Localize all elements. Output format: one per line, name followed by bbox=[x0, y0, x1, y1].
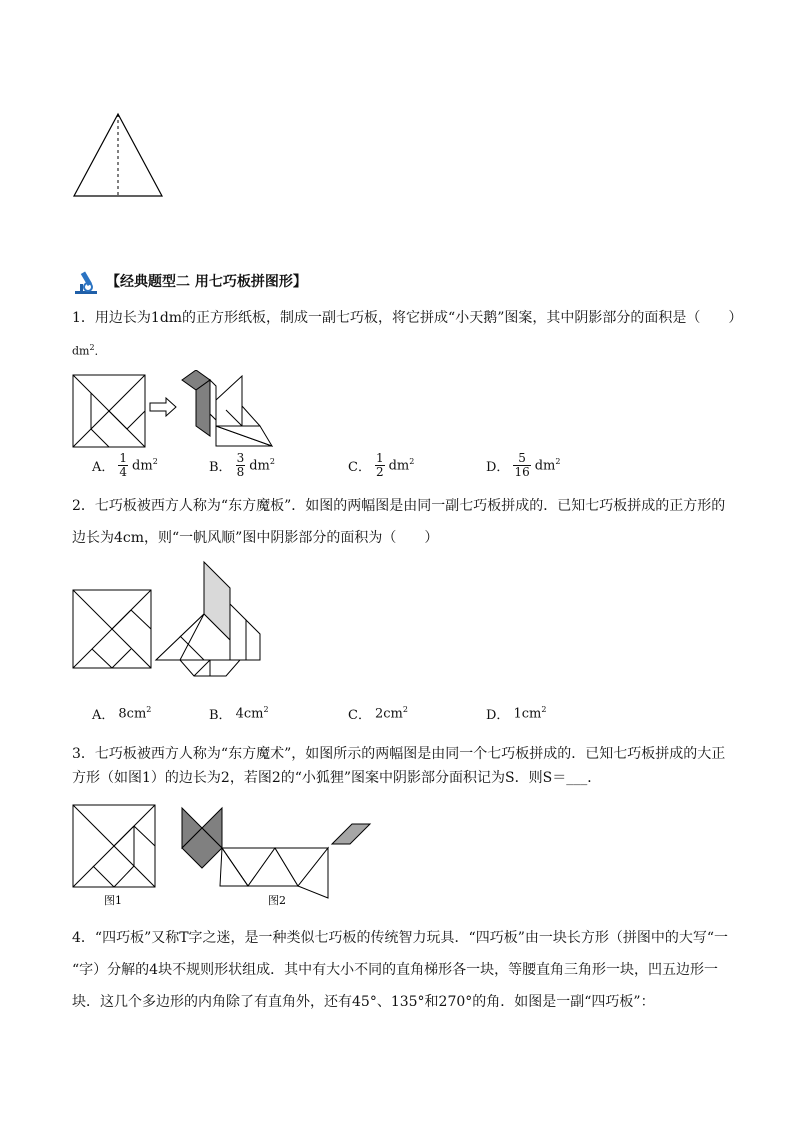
q1-line2: $dm^2$． bbox=[72, 343, 106, 358]
fig2-caption: 图2 bbox=[268, 894, 286, 907]
isosceles-triangle-figure bbox=[70, 110, 166, 200]
fig1-caption: 图1 bbox=[104, 894, 122, 907]
q4-line2: “字）分解的4块不规则形状组成．其中有大小不同的直角梯形各一块，等腰直角三角形一块，凹五边形一 bbox=[72, 962, 719, 978]
q1-option-b[interactable]: B． $\frac{3}{8}$ $dm^2$ bbox=[209, 451, 275, 479]
q1-tangram-figure bbox=[70, 370, 280, 450]
q4-line1: 4．“四巧板”又称T字之迷，是一种类似七巧板的传统智力玩具．“四巧板”由一块长方形（拼图中的大写“一 bbox=[72, 930, 729, 946]
q2-option-b[interactable]: B． $4cm^2$ bbox=[209, 705, 269, 723]
q3-line1: 3．七巧板被西方人称为“东方魔术”，如图所示的两幅图是由同一个七巧板拼成的．已知七巧板拼成的大正 bbox=[72, 746, 726, 762]
q1-option-c[interactable]: C． $\frac{1}{2}$ $dm^2$ bbox=[348, 451, 415, 479]
section-title: 【经典题型二 用七巧板拼图形】 bbox=[106, 274, 307, 290]
q2-line2: 边长为4cm，则“一帆风顺”图中阴影部分的面积为（ ） bbox=[72, 530, 439, 546]
q1-option-d[interactable]: D． $\frac{5}{16}$ $dm^2$ bbox=[486, 451, 561, 479]
q1-option-a[interactable]: A． $\frac{1}{4}$ $dm^2$ bbox=[92, 451, 158, 479]
q3-figure-1 bbox=[70, 800, 160, 910]
q3-line2: 方形（如图1）的边长为2，若图2的“小狐狸”图案中阴影部分面积记为S．则S＝___． bbox=[72, 770, 602, 786]
right-arrow-icon bbox=[150, 398, 176, 416]
microscope-icon bbox=[72, 266, 102, 296]
q1-line1: 1．用边长为1dm的正方形纸板，制成一副七巧板，将它拼成“小天鹅”图案，其中阴影部分的面积是（ ） bbox=[72, 310, 743, 326]
q2-tangram-figure bbox=[70, 560, 270, 690]
q4-line3: 块．这几个多边形的内角除了有直角外，还有45°、135°和270°的角．如图是一副“四巧板”： bbox=[72, 994, 655, 1010]
q2-line1: 2．七巧板被西方人称为“东方魔板”．如图的两幅图是由同一副七巧板拼成的．已知七巧板拼成的正方形的 bbox=[72, 498, 726, 514]
q2-option-a[interactable]: A． $8cm^2$ bbox=[92, 705, 152, 723]
q2-option-c[interactable]: C． $2cm^2$ bbox=[348, 705, 408, 723]
section-header bbox=[72, 266, 307, 296]
q2-option-d[interactable]: D． $1cm^2$ bbox=[486, 705, 547, 723]
q3-figure-2 bbox=[180, 798, 380, 908]
